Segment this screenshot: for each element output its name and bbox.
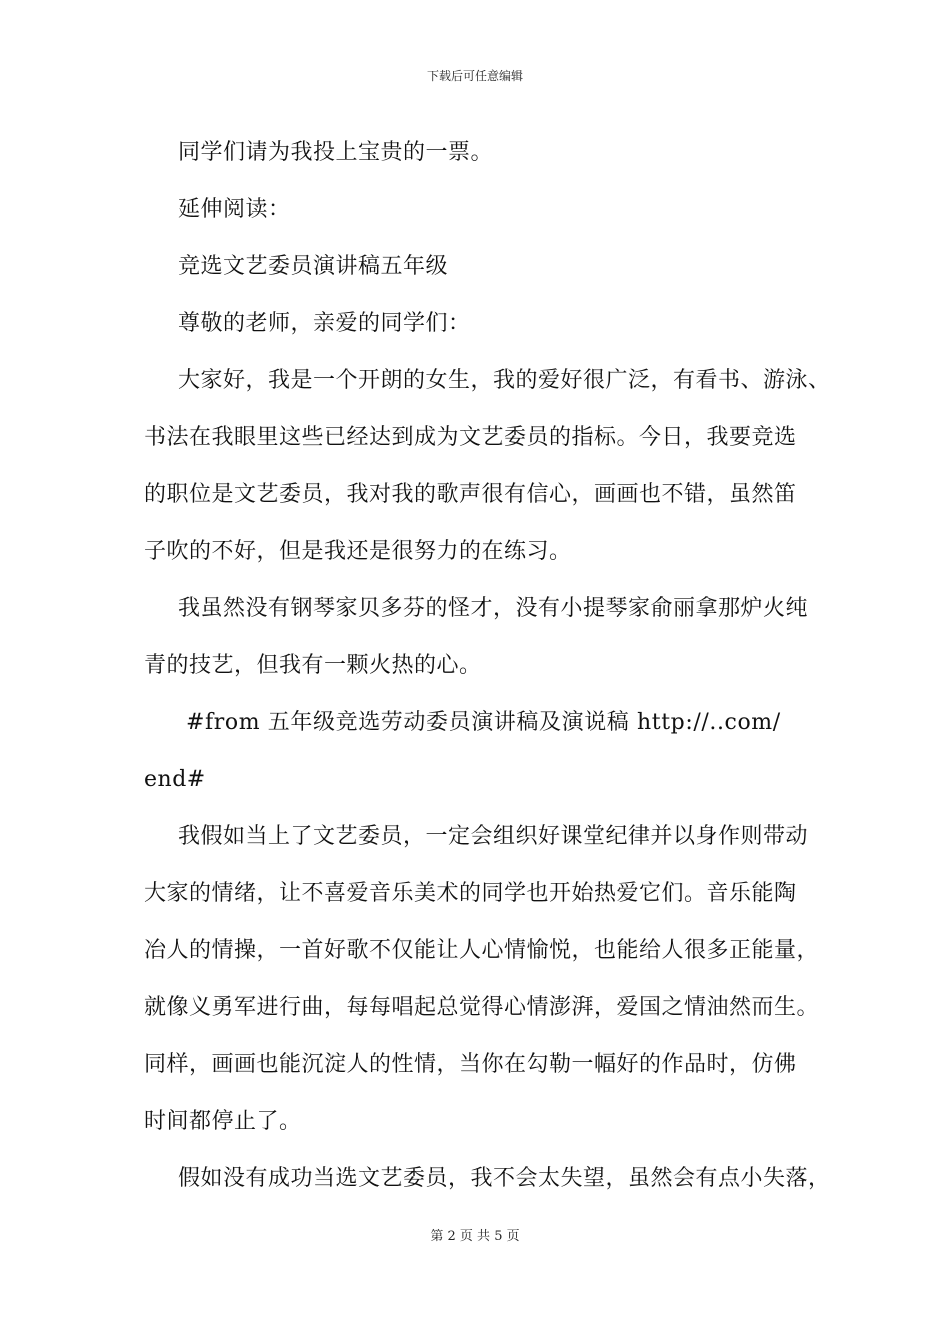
body-line: 时间都停止了。 bbox=[144, 1109, 302, 1134]
body-line: 假如没有成功当选文艺委员，我不会太失望，虽然会有点小失落， bbox=[178, 1166, 831, 1191]
body-line: 我假如当上了文艺委员，一定会组织好课堂纪律并以身作则带动 bbox=[178, 824, 809, 849]
body-line: 我虽然没有钢琴家贝多芬的怪才，没有小提琴家俞丽拿那炉火纯 bbox=[178, 596, 809, 621]
page-header: 下载后可任意编辑 bbox=[426, 69, 523, 83]
body-line: 子吹的不好，但是我还是很努力的在练习。 bbox=[144, 539, 572, 564]
body-line: 大家的情绪，让不喜爱音乐美术的同学也开始热爱它们。音乐能陶 bbox=[144, 881, 797, 906]
body-line: 同学们请为我投上宝贵的一票。 bbox=[178, 140, 494, 165]
body-line: 尊敬的老师，亲爱的同学们： bbox=[178, 311, 471, 336]
page-footer: 第 2 页 共 5 页 bbox=[430, 1229, 520, 1244]
body-line: 同样，画画也能沉淀人的性情，当你在勾勒一幅好的作品时，仿佛 bbox=[144, 1052, 797, 1077]
body-line: 青的技艺，但我有一颗火热的心。 bbox=[144, 653, 482, 678]
body-line: 就像义勇军进行曲，每每唱起总觉得心情澎湃，爱国之情油然而生。 bbox=[144, 995, 820, 1020]
body-line: 的职位是文艺委员，我对我的歌声很有信心，画画也不错，虽然笛 bbox=[144, 482, 797, 507]
body-line: 延伸阅读： bbox=[178, 197, 291, 222]
body-line: 冶人的情操，一首好歌不仅能让人心情愉悦，也能给人很多正能量， bbox=[144, 938, 820, 963]
body-line: #from 五年级竞选劳动委员演讲稿及演说稿 http://..com/ bbox=[186, 710, 781, 735]
body-line: 竞选文艺委员演讲稿五年级 bbox=[178, 254, 449, 279]
body-line: end# bbox=[144, 767, 206, 792]
body-line: 书法在我眼里这些已经达到成为文艺委员的指标。今日，我要竞选 bbox=[144, 425, 797, 450]
body-line: 大家好，我是一个开朗的女生，我的爱好很广泛，有看书、游泳、 bbox=[178, 368, 831, 393]
